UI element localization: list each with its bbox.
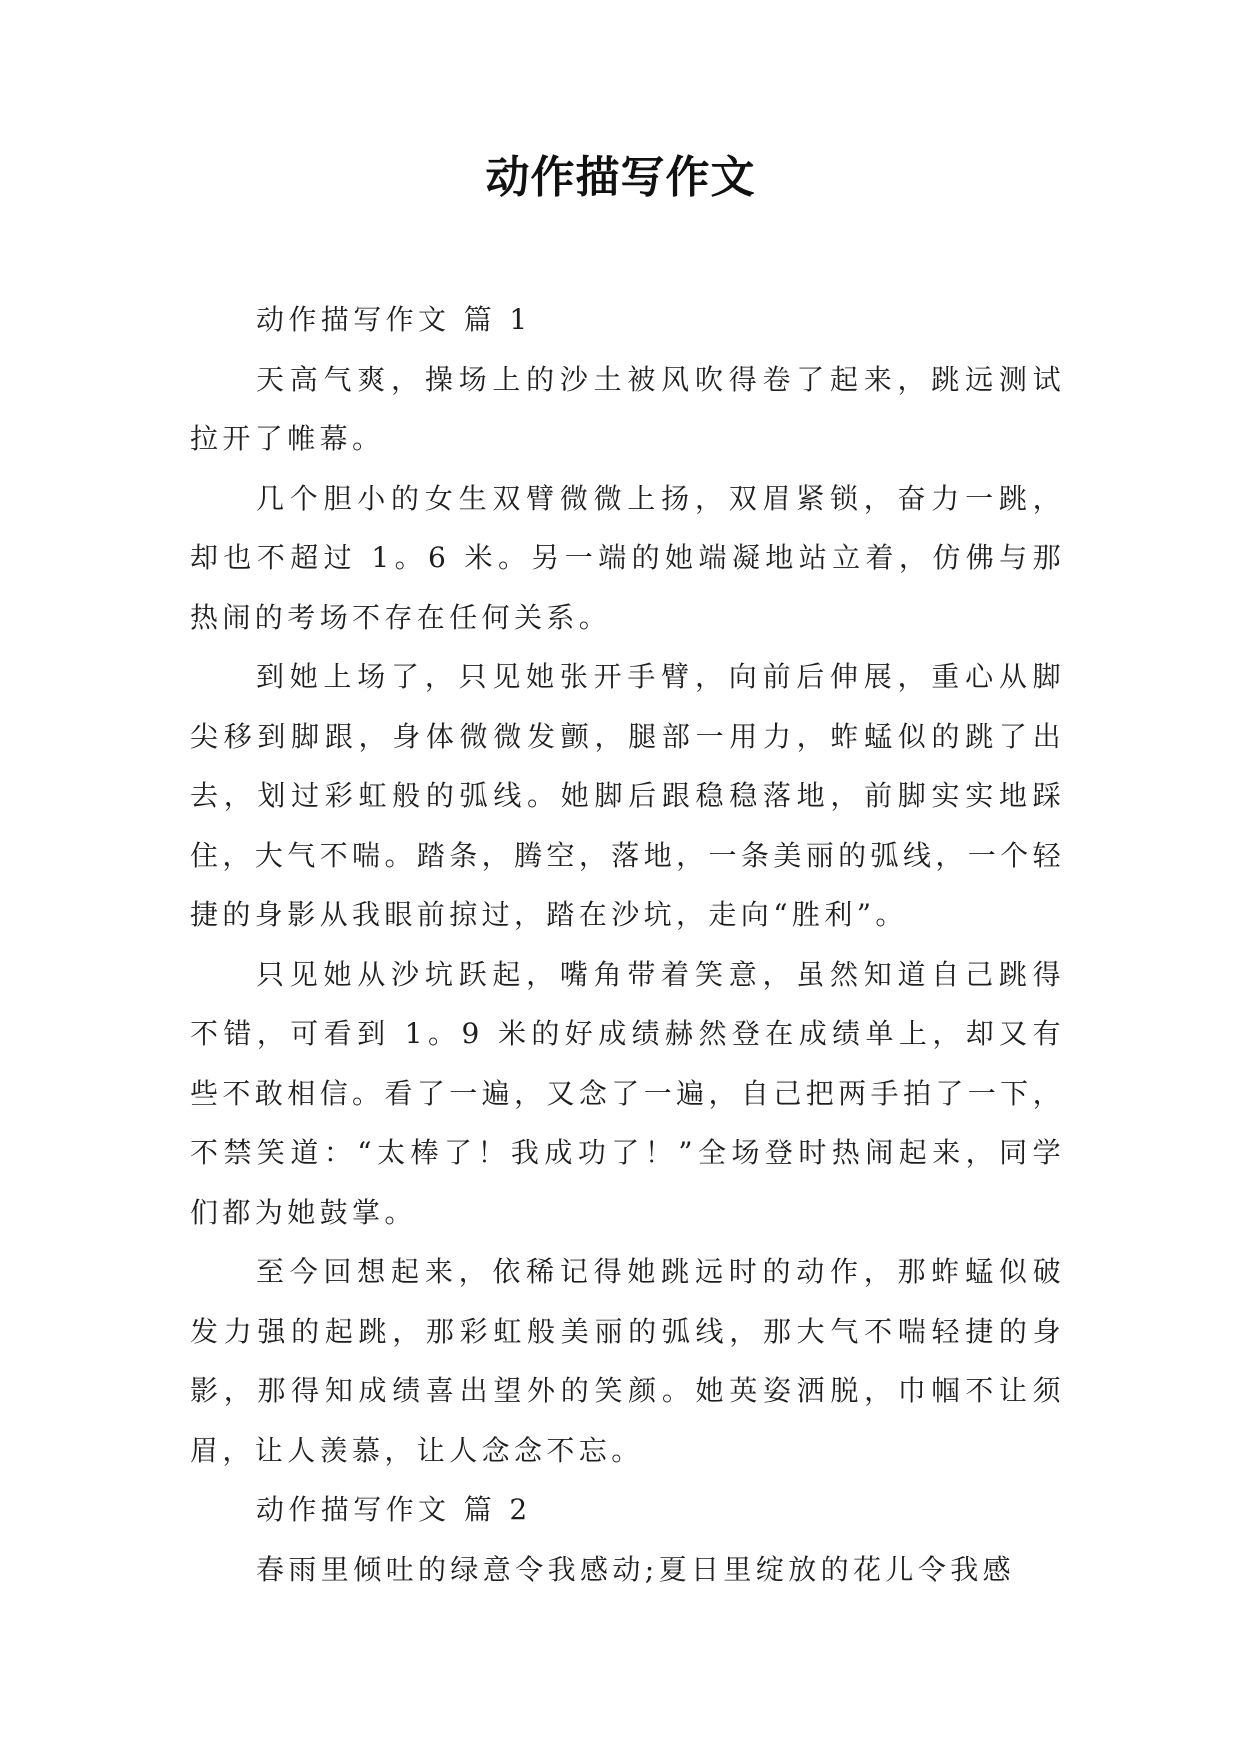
section-heading-2: 动作描写作文 篇 2 [256,1493,532,1526]
document-body [190,290,1065,1599]
document-title: 动作描写作文 [485,152,756,203]
paragraph: 至今回想起来，依稀记得她跳远时的动作，那蚱蜢似破发力强的起跳，那彩虹般美丽的弧线，那大气不喘轻捷的身影，那得知成绩喜出望外的笑颜。她英姿洒脱，巾帼不让须眉，让人羡慕，让人念念不忘。 [190,1255,1065,1467]
paragraph: 到她上场了，只见她张开手臂，向前后伸展，重心从脚尖移到脚跟，身体微微发颤，腿部一用力，蚱蜢似的跳了出去，划过彩虹般的弧线。她脚后跟稳稳落地，前脚实实地踩住，大气不喘。踏条，腾空，落地，一条美丽的弧线，一个轻捷的身影从我眼前掠过，踏在沙坑，走向“胜利”。 [190,660,1065,931]
paragraph: 几个胆小的女生双臂微微上扬，双眉紧锁，奋力一跳，却也不超过 1。6 米。另一端的她端凝地站立着，仿佛与那热闹的考场不存在任何关系。 [190,481,1065,634]
paragraph: 春雨里倾吐的绿意令我感动;夏日里绽放的花儿令我感 [256,1552,1016,1586]
paragraph: 天高气爽，操场上的沙土被风吹得卷了起来，跳远测试拉开了帷幕。 [190,362,1065,455]
paragraph: 只见她从沙坑跃起，嘴角带着笑意，虽然知道自己跳得不错，可看到 1。9 米的好成绩赫然登在成绩单上，却又有些不敢相信。看了一遍，又念了一遍，自己把两手拍了一下，不禁笑道：“太棒了！我成功了！”全场登时热闹起来，同学们都为她鼓掌。 [190,957,1065,1229]
section-heading-1: 动作描写作文 篇 1 [256,303,532,336]
